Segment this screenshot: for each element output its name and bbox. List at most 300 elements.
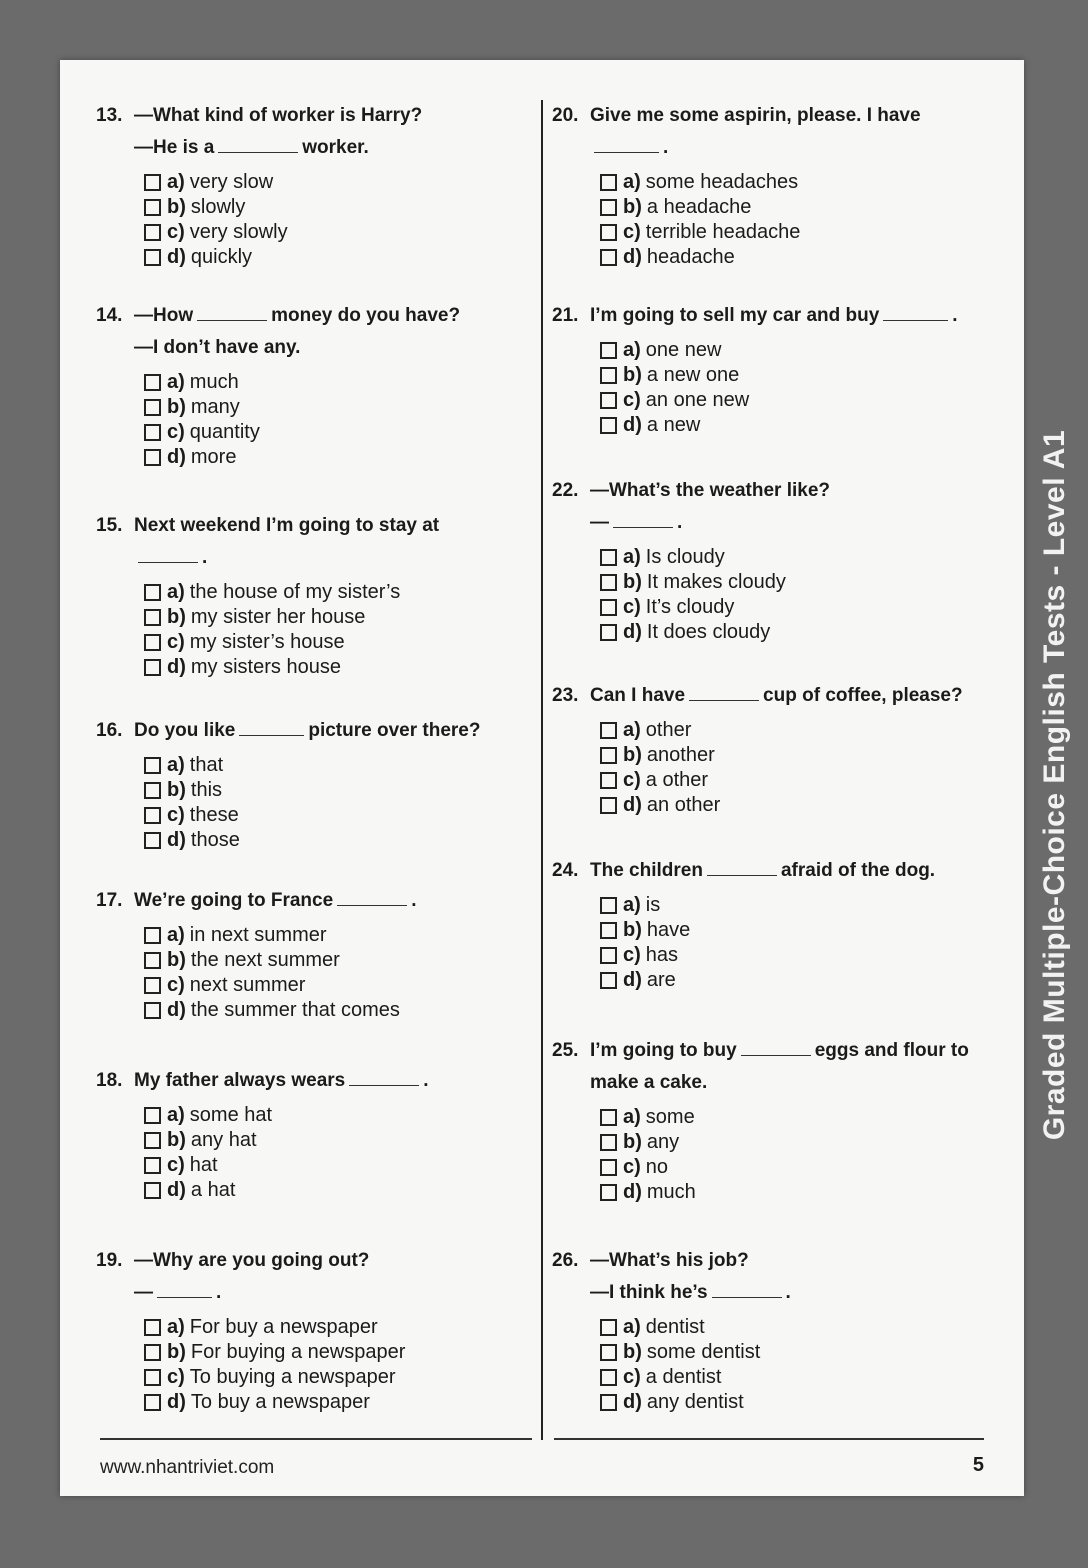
answer-option[interactable] (600, 768, 992, 793)
question-21 (552, 302, 992, 438)
option-letter: d) (167, 446, 186, 468)
option-letter: c) (623, 944, 641, 966)
answer-option[interactable] (600, 1105, 992, 1130)
option-text: hat (189, 1154, 218, 1176)
answer-option[interactable] (144, 245, 526, 270)
question-text: —He is a (134, 137, 215, 158)
answer-option[interactable] (144, 170, 526, 195)
checkbox-icon[interactable] (600, 1369, 617, 1386)
answer-option[interactable] (600, 388, 992, 413)
answer-option[interactable] (144, 420, 526, 445)
question-text: cup of coffee, please? (763, 685, 963, 706)
answer-blank (689, 682, 759, 701)
option-text: an other (646, 794, 721, 816)
checkbox-icon[interactable] (600, 1344, 617, 1361)
question-text: — (134, 1282, 153, 1303)
answer-blank (594, 134, 659, 153)
answer-blank (707, 857, 777, 876)
checkbox-icon[interactable] (144, 399, 161, 416)
answer-option[interactable] (144, 445, 526, 470)
question-text: money do you have? (271, 305, 461, 326)
answer-option[interactable] (144, 655, 526, 680)
question-18 (96, 1067, 526, 1203)
option-text: It’s cloudy (645, 596, 735, 618)
answer-blank (157, 1279, 212, 1298)
option-text: other (645, 719, 692, 741)
option-letter: a) (623, 1106, 641, 1128)
question-number: 17. (96, 890, 123, 911)
question-text: —I think he’s (590, 1282, 708, 1303)
option-text: some (645, 1106, 695, 1128)
option-letter: a) (623, 171, 641, 193)
checkbox-icon[interactable] (600, 1109, 617, 1126)
answer-options (96, 753, 526, 853)
question-text: . (423, 1070, 429, 1091)
checkbox-icon[interactable] (600, 922, 617, 939)
answer-option[interactable] (144, 1178, 526, 1203)
question-15 (96, 512, 526, 680)
question-text: afraid of the dog. (780, 860, 936, 881)
answer-options (96, 580, 526, 680)
question-14 (96, 302, 526, 470)
question-text: Give me some aspirin, please. I have (590, 105, 921, 126)
question-20 (552, 102, 992, 270)
question-13 (96, 102, 526, 270)
answer-blank (349, 1067, 419, 1086)
option-text: a new (646, 414, 701, 436)
answer-options (552, 545, 992, 645)
option-text: is (645, 894, 661, 916)
answer-options (552, 1105, 992, 1205)
checkbox-icon[interactable] (144, 1369, 161, 1386)
answer-option[interactable] (144, 1103, 526, 1128)
question-text: Next weekend I’m going to stay at (134, 515, 440, 536)
option-text: any dentist (646, 1391, 744, 1413)
page-number: 5 (972, 1454, 984, 1476)
answer-option[interactable] (600, 1180, 992, 1205)
question-number: 26. (552, 1250, 579, 1271)
option-text: some dentist (646, 1341, 761, 1363)
answer-option[interactable] (144, 803, 526, 828)
checkbox-icon[interactable] (600, 549, 617, 566)
option-letter: a) (623, 894, 641, 916)
option-letter: c) (623, 769, 641, 791)
option-letter: d) (167, 999, 186, 1021)
checkbox-icon[interactable] (600, 224, 617, 241)
question-text: . (677, 512, 683, 533)
answer-blank (712, 1279, 782, 1298)
checkbox-icon[interactable] (144, 659, 161, 676)
option-text: some headaches (645, 171, 799, 193)
answer-option[interactable] (144, 1315, 526, 1340)
option-letter: a) (167, 1316, 185, 1338)
answer-option[interactable] (600, 718, 992, 743)
option-text: next summer (189, 974, 306, 996)
checkbox-icon[interactable] (600, 392, 617, 409)
option-letter: c) (623, 389, 641, 411)
option-text: in next summer (189, 924, 327, 946)
option-letter: a) (623, 546, 641, 568)
checkbox-icon[interactable] (144, 952, 161, 969)
question-25 (552, 1037, 992, 1205)
question-17 (96, 887, 526, 1023)
option-letter: d) (167, 246, 186, 268)
question-text: My father always wears (134, 1070, 346, 1091)
checkbox-icon[interactable] (600, 747, 617, 764)
question-text: I’m going to sell my car and buy (590, 305, 880, 326)
option-letter: a) (167, 1104, 185, 1126)
answer-option[interactable] (600, 570, 992, 595)
checkbox-icon[interactable] (600, 897, 617, 914)
option-text: one new (645, 339, 722, 361)
checkbox-icon[interactable] (144, 1002, 161, 1019)
option-text: To buying a newspaper (189, 1366, 396, 1388)
checkbox-icon[interactable] (600, 599, 617, 616)
answer-options (552, 170, 992, 270)
answer-option[interactable] (600, 968, 992, 993)
option-letter: a) (167, 924, 185, 946)
option-letter: a) (623, 339, 641, 361)
footer-rule-right (554, 1438, 984, 1440)
answer-options (96, 1315, 526, 1415)
answer-option[interactable] (144, 220, 526, 245)
checkbox-icon[interactable] (144, 1344, 161, 1361)
option-text: has (645, 944, 679, 966)
answer-options (552, 1315, 992, 1415)
checkbox-icon[interactable] (144, 1107, 161, 1124)
option-text: To buy a newspaper (190, 1391, 370, 1413)
answer-option[interactable] (600, 338, 992, 363)
option-text: For buying a newspaper (190, 1341, 406, 1363)
answer-option[interactable] (144, 580, 526, 605)
answer-option[interactable] (600, 1365, 992, 1390)
answer-option[interactable] (600, 620, 992, 645)
answer-option[interactable] (144, 395, 526, 420)
question-23 (552, 682, 992, 818)
answer-options (96, 170, 526, 270)
option-letter: d) (167, 829, 186, 851)
answer-blank (197, 302, 267, 321)
option-letter: b) (167, 1341, 186, 1363)
question-text: eggs and flour to (814, 1040, 969, 1061)
checkbox-icon[interactable] (600, 574, 617, 591)
option-text: any hat (190, 1129, 257, 1151)
answer-options (96, 1103, 526, 1203)
answer-blank (138, 544, 198, 563)
checkbox-icon[interactable] (144, 1182, 161, 1199)
answer-option[interactable] (144, 1340, 526, 1365)
question-22 (552, 477, 992, 645)
question-text: worker. (302, 137, 369, 158)
option-letter: b) (623, 364, 642, 386)
answer-option[interactable] (600, 1340, 992, 1365)
option-letter: d) (623, 621, 642, 643)
option-letter: b) (167, 1129, 186, 1151)
answer-option[interactable] (600, 170, 992, 195)
checkbox-icon[interactable] (144, 199, 161, 216)
option-text: any (646, 1131, 680, 1153)
option-letter: a) (623, 1316, 641, 1338)
checkbox-icon[interactable] (144, 449, 161, 466)
answer-blank (613, 509, 673, 528)
answer-option[interactable] (600, 413, 992, 438)
checkbox-icon[interactable] (600, 174, 617, 191)
answer-option[interactable] (600, 918, 992, 943)
checkbox-icon[interactable] (144, 374, 161, 391)
option-text: many (190, 396, 240, 418)
answer-option[interactable] (600, 363, 992, 388)
checkbox-icon[interactable] (144, 807, 161, 824)
checkbox-icon[interactable] (144, 609, 161, 626)
checkbox-icon[interactable] (600, 1184, 617, 1201)
option-letter: a) (167, 371, 185, 393)
answer-option[interactable] (600, 743, 992, 768)
option-text: a headache (646, 196, 752, 218)
option-letter: d) (623, 1391, 642, 1413)
option-text: quantity (189, 421, 260, 443)
option-text: that (189, 754, 224, 776)
option-letter: c) (623, 221, 641, 243)
question-text: . (202, 547, 208, 568)
checkbox-icon[interactable] (600, 772, 617, 789)
option-letter: b) (623, 744, 642, 766)
option-letter: b) (167, 196, 186, 218)
option-text: slowly (190, 196, 246, 218)
checkbox-icon[interactable] (600, 367, 617, 384)
checkbox-icon[interactable] (144, 224, 161, 241)
answer-option[interactable] (600, 893, 992, 918)
option-text: my sisters house (190, 656, 341, 678)
footer-url: www.nhantriviet.com (100, 1457, 275, 1478)
question-number: 15. (96, 515, 123, 536)
option-letter: c) (167, 974, 185, 996)
option-text: a hat (190, 1179, 236, 1201)
question-text: . (216, 1282, 222, 1303)
checkbox-icon[interactable] (144, 249, 161, 266)
option-letter: a) (623, 719, 641, 741)
option-letter: c) (167, 421, 185, 443)
answer-option[interactable] (600, 1155, 992, 1180)
question-text: Can I have (590, 685, 686, 706)
option-text: headache (646, 246, 735, 268)
question-text: . (952, 305, 958, 326)
option-letter: b) (623, 1341, 642, 1363)
worksheet-page (60, 60, 1024, 1496)
answer-option[interactable] (600, 1130, 992, 1155)
question-24 (552, 857, 992, 993)
checkbox-icon[interactable] (600, 1319, 617, 1336)
answer-option[interactable] (144, 923, 526, 948)
question-text: —How (134, 305, 194, 326)
answer-option[interactable] (144, 1128, 526, 1153)
option-letter: b) (167, 396, 186, 418)
question-text: . (411, 890, 417, 911)
question-text: picture over there? (308, 720, 481, 741)
answer-option[interactable] (144, 630, 526, 655)
option-text: the next summer (190, 949, 340, 971)
option-letter: c) (623, 1156, 641, 1178)
question-text: . (663, 137, 669, 158)
checkbox-icon[interactable] (144, 424, 161, 441)
option-text: terrible headache (645, 221, 801, 243)
checkbox-icon[interactable] (600, 722, 617, 739)
question-number: 21. (552, 305, 579, 326)
option-text: a dentist (645, 1366, 722, 1388)
option-letter: b) (623, 919, 642, 941)
option-text: It makes cloudy (646, 571, 786, 593)
option-text: dentist (645, 1316, 705, 1338)
question-text: I’m going to buy (590, 1040, 737, 1061)
answer-option[interactable] (144, 753, 526, 778)
option-letter: c) (167, 1154, 185, 1176)
book-title-vertical: Graded Multiple-Choice English Tests - Level A1 (1038, 429, 1071, 1141)
option-letter: c) (167, 221, 185, 243)
question-number: 14. (96, 305, 123, 326)
question-number: 18. (96, 1070, 123, 1091)
option-text: no (645, 1156, 669, 1178)
answer-option[interactable] (144, 1390, 526, 1415)
answer-option[interactable] (600, 245, 992, 270)
checkbox-icon[interactable] (600, 342, 617, 359)
option-letter: d) (167, 1179, 186, 1201)
question-number: 22. (552, 480, 579, 501)
question-text: We’re going to France (134, 890, 334, 911)
option-letter: b) (623, 1131, 642, 1153)
option-letter: b) (623, 571, 642, 593)
option-text: much (646, 1181, 696, 1203)
option-text: another (646, 744, 715, 766)
question-text: Do you like (134, 720, 236, 741)
option-letter: c) (167, 1366, 185, 1388)
checkbox-icon[interactable] (600, 972, 617, 989)
option-letter: a) (167, 581, 185, 603)
checkbox-icon[interactable] (144, 1132, 161, 1149)
option-text: the house of my sister’s (189, 581, 401, 603)
answer-option[interactable] (144, 973, 526, 998)
checkbox-icon[interactable] (600, 1134, 617, 1151)
question-text: —What’s his job? (590, 1250, 749, 1271)
checkbox-icon[interactable] (144, 1319, 161, 1336)
checkbox-icon[interactable] (144, 927, 161, 944)
answer-options (552, 893, 992, 993)
option-letter: d) (623, 969, 642, 991)
answer-option[interactable] (144, 1365, 526, 1390)
answer-blank (239, 717, 304, 736)
answer-option[interactable] (600, 220, 992, 245)
answer-option[interactable] (144, 948, 526, 973)
answer-option[interactable] (600, 1390, 992, 1415)
answer-option[interactable] (600, 545, 992, 570)
option-letter: b) (623, 196, 642, 218)
option-letter: c) (623, 596, 641, 618)
option-text: Is cloudy (645, 546, 725, 568)
option-letter: b) (167, 606, 186, 628)
checkbox-icon[interactable] (600, 797, 617, 814)
checkbox-icon[interactable] (144, 1394, 161, 1411)
option-text: this (190, 779, 223, 801)
option-letter: d) (623, 246, 642, 268)
checkbox-icon[interactable] (144, 174, 161, 191)
option-letter: d) (623, 414, 642, 436)
option-text: For buy a newspaper (189, 1316, 378, 1338)
option-letter: b) (167, 949, 186, 971)
option-text: the summer that comes (190, 999, 400, 1021)
checkbox-icon[interactable] (600, 1159, 617, 1176)
answer-blank (337, 887, 407, 906)
option-text: It does cloudy (646, 621, 771, 643)
question-26 (552, 1247, 992, 1415)
option-letter: a) (167, 171, 185, 193)
question-text: —What’s the weather like? (590, 480, 831, 501)
question-number: 19. (96, 1250, 123, 1271)
footer-rule-left (100, 1438, 532, 1440)
checkbox-icon[interactable] (144, 977, 161, 994)
option-text: those (190, 829, 240, 851)
answer-option[interactable] (144, 1153, 526, 1178)
answer-blank (218, 134, 298, 153)
answer-option[interactable] (600, 195, 992, 220)
answer-option[interactable] (600, 1315, 992, 1340)
checkbox-icon[interactable] (144, 634, 161, 651)
answer-option[interactable] (144, 778, 526, 803)
option-text: have (646, 919, 691, 941)
answer-option[interactable] (600, 793, 992, 818)
checkbox-icon[interactable] (144, 832, 161, 849)
option-text: more (190, 446, 237, 468)
answer-options (552, 718, 992, 818)
option-text: an one new (645, 389, 750, 411)
answer-option[interactable] (144, 828, 526, 853)
checkbox-icon[interactable] (600, 249, 617, 266)
checkbox-icon[interactable] (600, 417, 617, 434)
checkbox-icon[interactable] (600, 199, 617, 216)
answer-blank (741, 1037, 811, 1056)
answer-option[interactable] (600, 595, 992, 620)
question-text: —Why are you going out? (134, 1250, 370, 1271)
option-text: very slowly (189, 221, 288, 243)
answer-options (96, 923, 526, 1023)
answer-option[interactable] (144, 605, 526, 630)
checkbox-icon[interactable] (600, 1394, 617, 1411)
option-letter: a) (167, 754, 185, 776)
option-letter: d) (623, 1181, 642, 1203)
option-text: a new one (646, 364, 740, 386)
answer-option[interactable] (600, 943, 992, 968)
option-letter: b) (167, 779, 186, 801)
answer-option[interactable] (144, 370, 526, 395)
checkbox-icon[interactable] (600, 947, 617, 964)
checkbox-icon[interactable] (144, 584, 161, 601)
question-text: — (590, 512, 609, 533)
answer-options (552, 338, 992, 438)
answer-option[interactable] (144, 998, 526, 1023)
answer-option[interactable] (144, 195, 526, 220)
option-text: a other (645, 769, 709, 791)
checkbox-icon[interactable] (144, 757, 161, 774)
checkbox-icon[interactable] (144, 782, 161, 799)
option-text: some hat (189, 1104, 273, 1126)
checkbox-icon[interactable] (600, 624, 617, 641)
question-number: 13. (96, 105, 123, 126)
question-number: 20. (552, 105, 579, 126)
checkbox-icon[interactable] (144, 1157, 161, 1174)
question-16 (96, 717, 526, 853)
question-text: —I don’t have any. (134, 337, 301, 358)
question-number: 24. (552, 860, 579, 881)
option-letter: d) (167, 1391, 186, 1413)
question-number: 25. (552, 1040, 579, 1061)
question-number: 16. (96, 720, 123, 741)
